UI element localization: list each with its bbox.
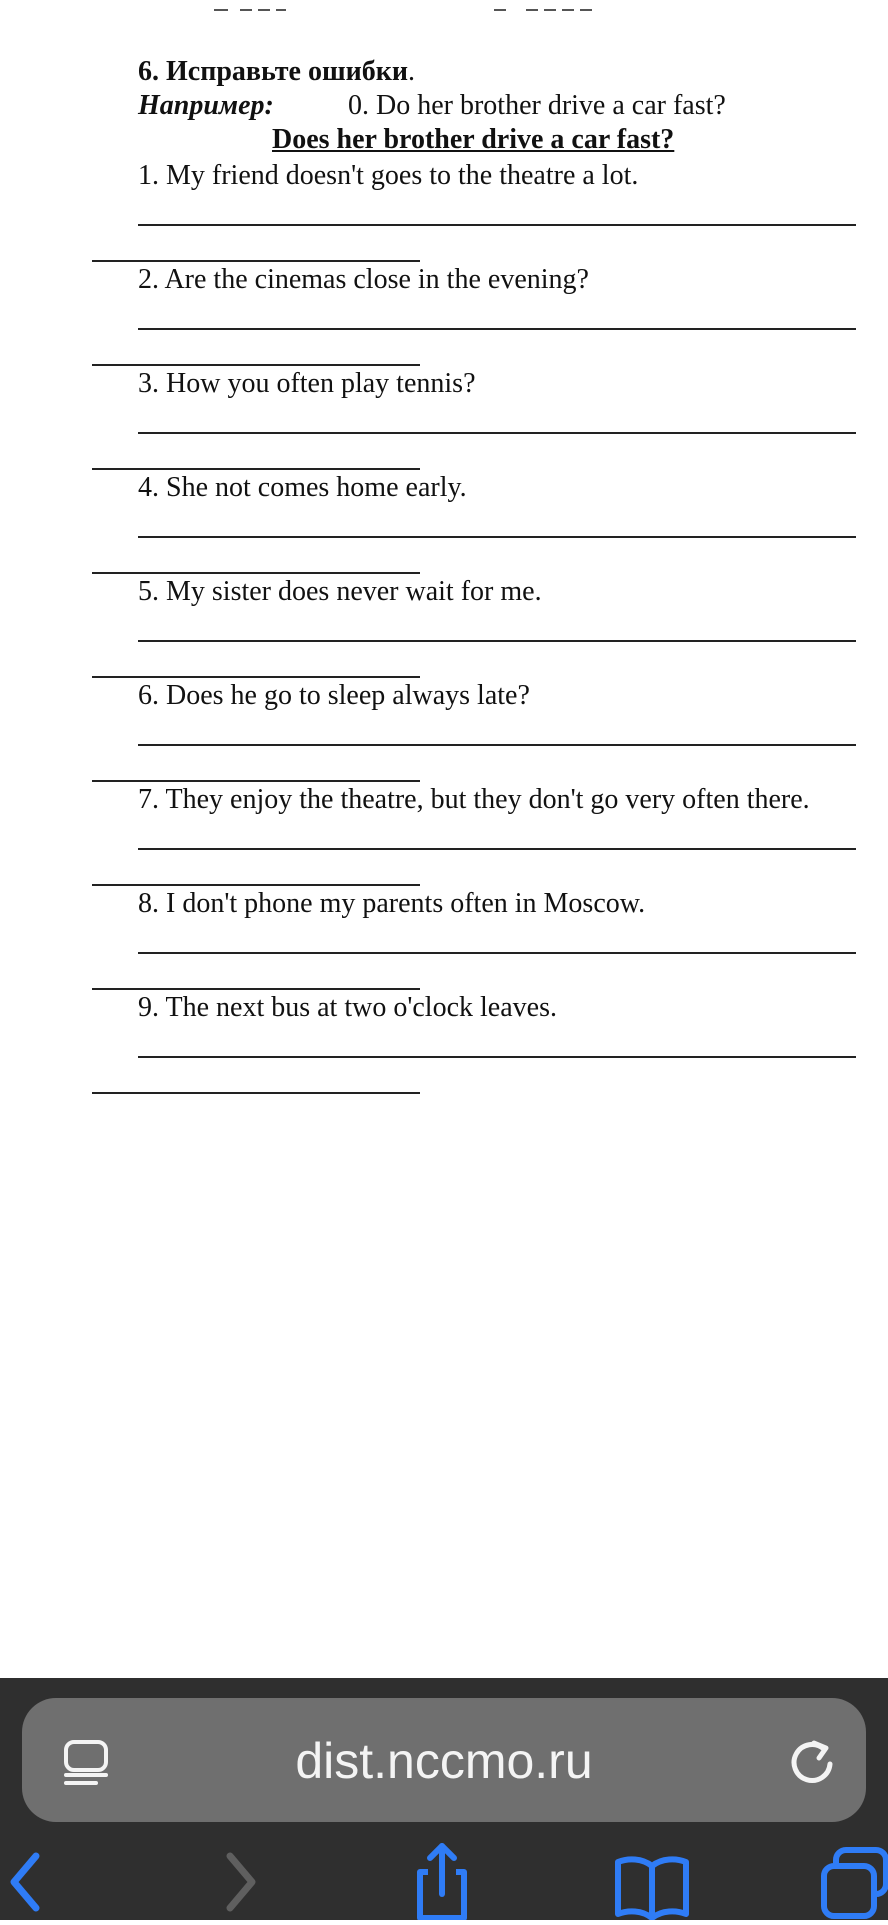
answer-line-continuation <box>92 260 420 262</box>
answer-line <box>138 536 856 538</box>
exercise-sentence: 5. My sister does never wait for me. <box>138 576 542 607</box>
answer-line <box>138 224 856 226</box>
address-bar[interactable] <box>22 1698 866 1822</box>
exercise-heading: 6. Исправьте ошибки. <box>138 56 415 87</box>
cropped-previous-content <box>200 0 600 14</box>
exercise-sentence: 3. How you often play tennis? <box>138 368 476 399</box>
answer-line <box>138 848 856 850</box>
exercise-sentence: 8. I don't phone my parents often in Moscow. <box>138 888 646 919</box>
book-icon[interactable] <box>612 1838 692 1920</box>
answer-line-continuation <box>92 468 420 470</box>
answer-line <box>138 328 856 330</box>
answer-line <box>138 952 856 954</box>
answer-line-continuation <box>92 572 420 574</box>
exercise-sentence: 1. My friend doesn't goes to the theatre a lot. <box>138 160 639 191</box>
example-answer: Does her brother drive a car fast? <box>272 124 675 155</box>
exercise-sentence: 9. The next bus at two o'clock leaves. <box>138 992 557 1023</box>
answer-line <box>138 744 856 746</box>
exercise-item <box>0 576 888 680</box>
exercise-item <box>0 888 888 992</box>
answer-line-continuation <box>92 780 420 782</box>
example-question: 0. Do her brother drive a car fast? <box>348 90 726 121</box>
share-icon[interactable] <box>402 1838 482 1920</box>
exercise-item <box>0 784 888 888</box>
answer-line-continuation <box>92 1092 420 1094</box>
chevron-left-icon[interactable] <box>0 1838 80 1920</box>
answer-line-continuation <box>92 364 420 366</box>
browser-toolbar <box>0 1838 888 1920</box>
exercise-item <box>0 472 888 576</box>
safari-bottom-bar <box>0 1678 888 1920</box>
reload-icon[interactable] <box>784 1734 840 1790</box>
exercise-sentence: 4. She not comes home early. <box>138 472 467 503</box>
example-label: Например: <box>138 90 274 121</box>
exercise-sentence: 7. They enjoy the theatre, but they don't go very often there. <box>138 784 810 815</box>
exercise-item <box>0 264 888 368</box>
exercise-item <box>0 368 888 472</box>
answer-line <box>138 432 856 434</box>
answer-line <box>138 1056 856 1058</box>
exercise-item <box>0 160 888 264</box>
answer-line-continuation <box>92 676 420 678</box>
answer-line-continuation <box>92 884 420 886</box>
tabs-icon[interactable] <box>816 1838 888 1920</box>
exercise-item <box>0 992 888 1096</box>
exercise-sentence: 6. Does he go to sleep always late? <box>138 680 530 711</box>
answer-line <box>138 640 856 642</box>
answer-line-continuation <box>92 988 420 990</box>
url-text: dist.nccmo.ru <box>295 1733 593 1789</box>
chevron-right-icon[interactable] <box>208 1838 288 1920</box>
exercise-item <box>0 680 888 784</box>
exercise-sentence: 2. Are the cinemas close in the evening? <box>138 264 589 295</box>
